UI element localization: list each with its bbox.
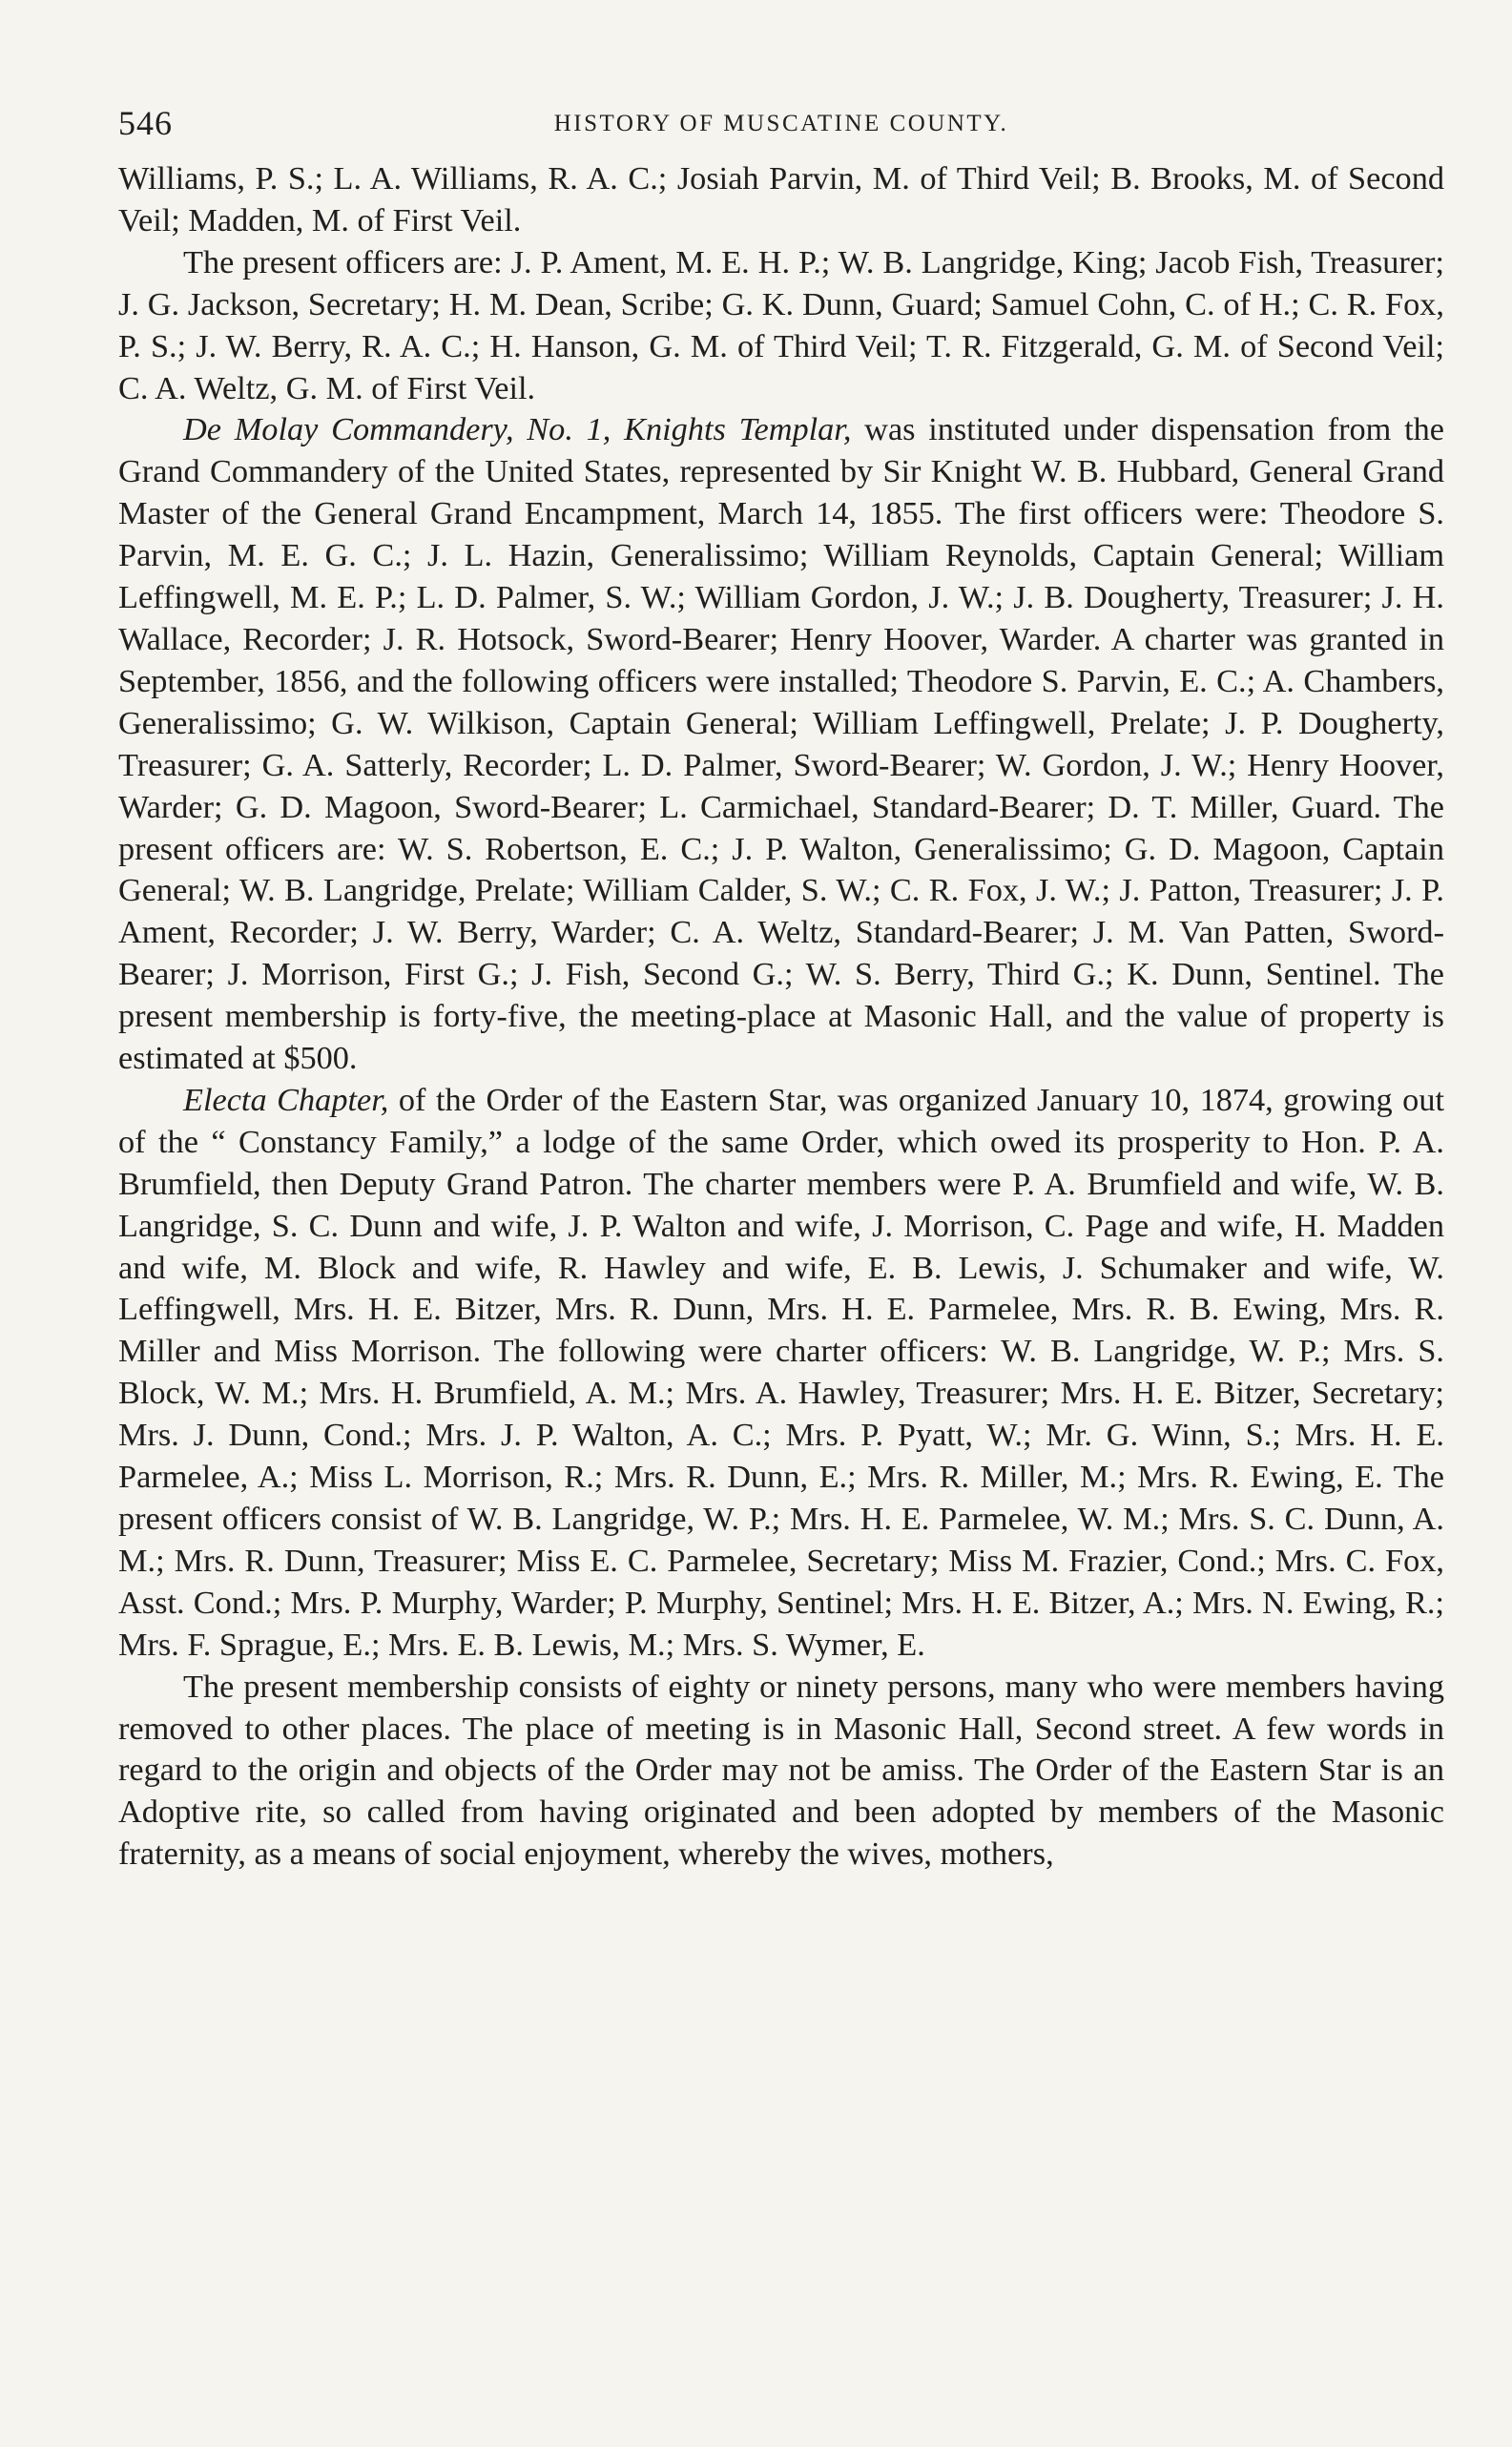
body-text (118, 158, 1444, 1876)
paragraph-continued: Williams, P. S.; L. A. Williams, R. A. C.; Josiah Parvin, M. of Third Veil; B. Brooks, M. of Second Veil; Madden, M. of First Veil. (118, 160, 1444, 238)
paragraph-body-electa: of the Order of the Eastern Star, was organized January 10, 1874, growing out of the “ Constancy Family,” a lodge of the same Order, which owed its prosperity to Hon. P. A. Brumfield, then Deputy Grand Patron. The charter members were P. A. Brumfield and wife, W. B. Langridge, S. C. Dunn and wife, J. P. Walton and wife, J. Morrison, C. Page and wife, H. Madden and wife, M. Block and wife, R. Hawley and wife, E. B. Lewis, J. Schumaker and wife, W. Leffingwell, Mrs. H. E. Bitzer, Mrs. R. Dunn, Mrs. H. E. Parmelee, Mrs. R. B. Ewing, Mrs. R. Miller and Miss Morrison. The following were charter officers: W. B. Langridge, W. P.; Mrs. S. Block, W. M.; Mrs. H. Brumfield, A. M.; Mrs. A. Hawley, Treasurer; Mrs. H. E. Bitzer, Secretary; Mrs. J. Dunn, Cond.; Mrs. J. P. Walton, A. C.; Mrs. P. Pyatt, W.; Mr. G. Winn, S.; Mrs. H. E. Parmelee, A.; Miss L. Morrison, R.; Mrs. R. Dunn, E.; Mrs. R. Miller, M.; Mrs. R. Ewing, E. The present officers consist of W. B. Langridge, W. P.; Mrs. H. E. Parmelee, W. M.; Mrs. S. C. Dunn, A. M.; Mrs. R. Dunn, Treasurer; Miss E. C. Parmelee, Secretary; Miss M. Frazier, Cond.; Mrs. C. Fox, Asst. Cond.; Mrs. P. Murphy, Warder; P. Murphy, Sentinel; Mrs. H. E. Bitzer, A.; Mrs. N. Ewing, R.; Mrs. F. Sprague, E.; Mrs. E. B. Lewis, M.; Mrs. S. Wymer, E. (118, 1081, 1444, 1663)
running-head: HISTORY OF MUSCATINE COUNTY. (553, 111, 1009, 136)
paragraph-present-officers: The present officers are: J. P. Ament, M. E. H. P.; W. B. Langridge, King; Jacob Fish, Treasurer; J. G. Jackson, Secretary; H. M. Dean, Scribe; G. K. Dunn, Guard; Samuel Cohn, C. of H.; C. R. Fox, P. S.; J. W. Berry, R. A. C.; H. Hanson, G. M. of Third Veil; T. R. Fitzgerald, G. M. of Second Veil; C. A. Weltz, G. M. of First Veil. (118, 243, 1444, 406)
page-number: 546 (118, 104, 173, 142)
book-page (118, 103, 1444, 1876)
page-header (118, 103, 1444, 149)
paragraph-body-de-molay: was instituted under dispensation from the Grand Commandery of the United States, represented by Sir Knight W. B. Hubbard, General Grand Master of the General Grand Encampment, March 14, 1855. The first officers were: Theodore S. Parvin, M. E. G. C.; J. L. Hazin, Generalissimo; William Reynolds, Captain General; William Leffingwell, M. E. P.; L. D. Palmer, S. W.; William Gordon, J. W.; J. B. Dougherty, Treasurer; J. H. Wallace, Recorder; J. R. Hotsock, Sword-Bearer; Henry Hoover, Warder. A charter was granted in September, 1856, and the following officers were installed; Theodore S. Parvin, E. C.; A. Chambers, Generalissimo; G. W. Wilkison, Captain General; William Leffingwell, Prelate; J. P. Dougherty, Treasurer; G. A. Satterly, Recorder; L. D. Palmer, Sword-Bearer; W. Gordon, J. W.; Henry Hoover, Warder; G. D. Magoon, Sword-Bearer; L. Carmichael, Standard-Bearer; D. T. Miller, Guard. The present officers are: W. S. Robertson, E. C.; J. P. Walton, Generalissimo; G. D. Magoon, Captain General; W. B. Langridge, Prelate; William Calder, S. W.; C. R. Fox, J. W.; J. Patton, Treasurer; J. P. Ament, Recorder; J. W. Berry, Warder; C. A. Weltz, Standard-Bearer; J. M. Van Patten, Sword-Bearer; J. Morrison, First G.; J. Fish, Second G.; W. S. Berry, Third G.; K. Dunn, Sentinel. The present membership is forty-five, the meeting-place at Masonic Hall, and the value of property is estimated at $500. (118, 411, 1444, 1077)
section-title-de-molay: De Molay Commandery, No. 1, Knights Templar, (183, 411, 852, 448)
paragraph-membership: The present membership consists of eighty or ninety persons, many who were members having removed to other places. The place of meeting is in Masonic Hall, Second street. A few words in regard to the origin and objects of the Order may not be amiss. The Order of the Eastern Star is an Adoptive rite, so called from having originated and been adopted by members of the Masonic fraternity, as a means of social enjoyment, whereby the wives, mothers, (118, 1668, 1444, 1873)
section-title-electa: Electa Chapter, (183, 1081, 389, 1118)
paragraph-de-molay-commandery (118, 409, 1444, 1080)
paragraph-electa-chapter (118, 1080, 1444, 1667)
